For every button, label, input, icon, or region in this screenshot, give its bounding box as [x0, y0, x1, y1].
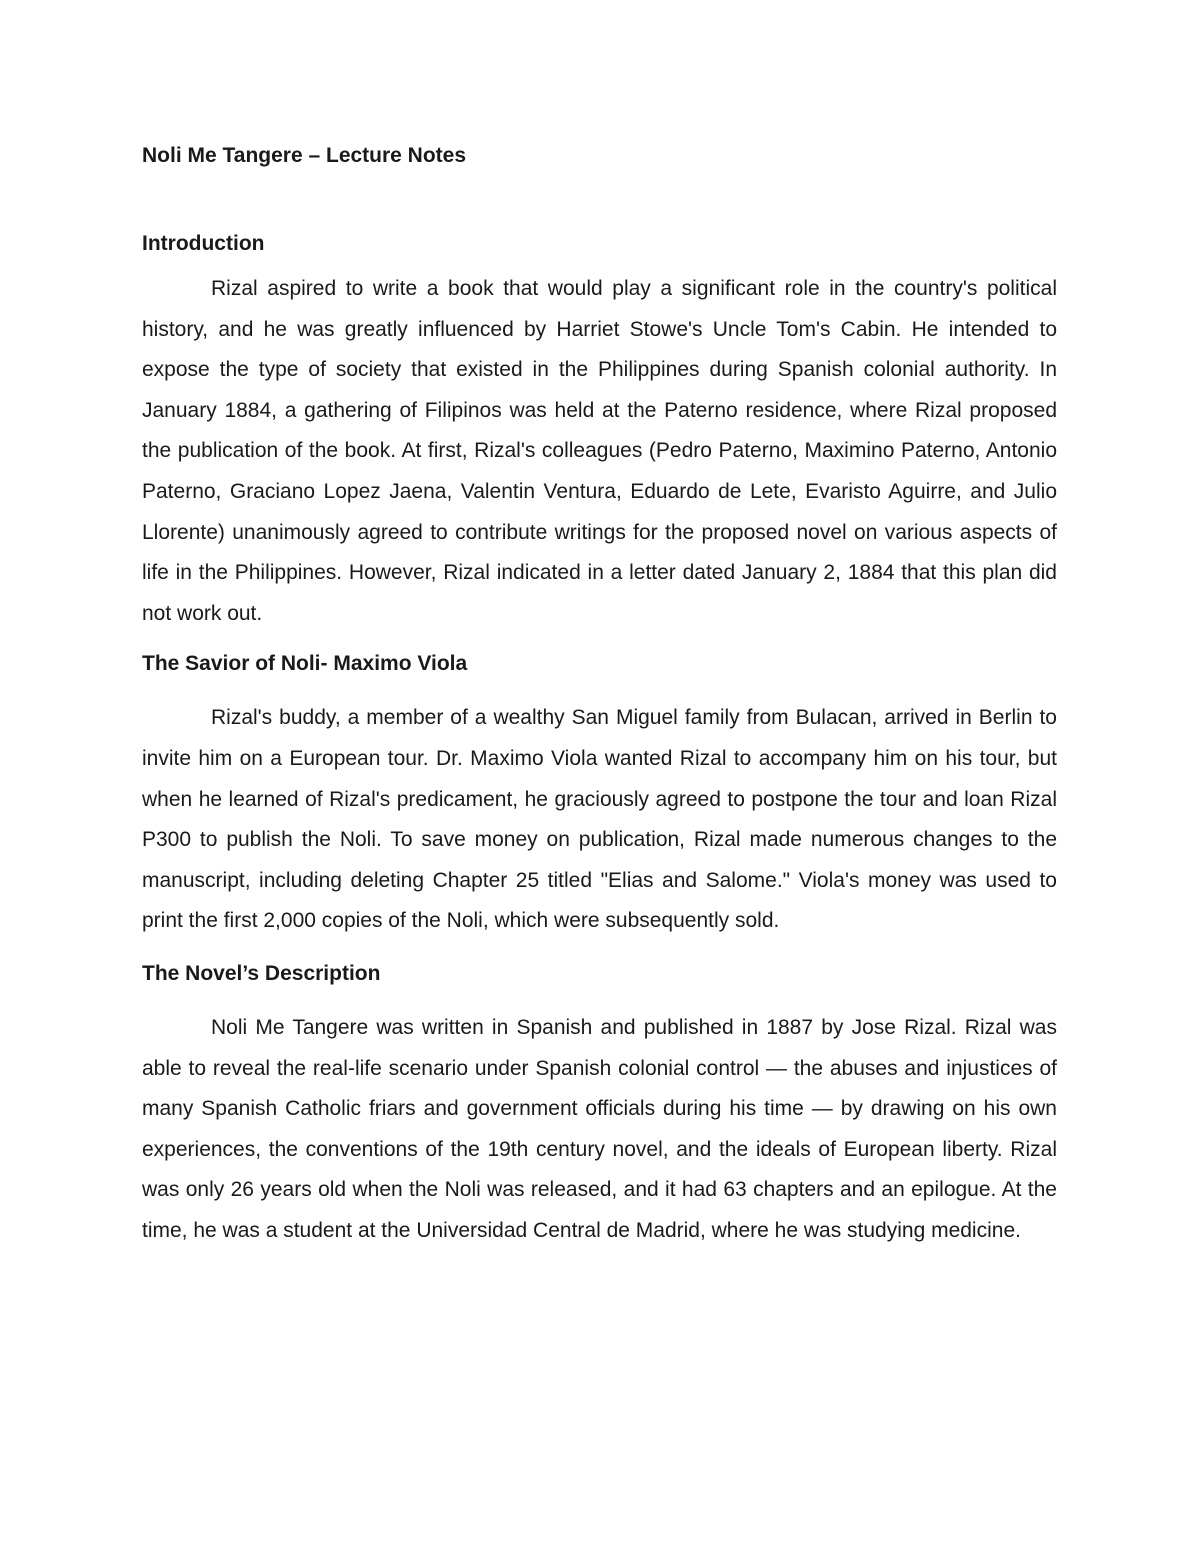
section-paragraph-introduction: Rizal aspired to write a book that would play a significant role in the country's political history, and he was greatly influenced by Harriet Stowe's Uncle Tom's Cabin. He intended to expose the type of society that existed in the Philippines during Spanish colonial authority. In January 1884, a gathering of Filipinos was held at the Paterno residence, where Rizal proposed the publication of the book. At first, Rizal's colleagues (Pedro Paterno, Maximino Paterno, Antonio Paterno, Graciano Lopez Jaena, Valentin Ventura, Eduardo de Lete, Evaristo Aguirre, and Julio Llorente) unanimously agreed to contribute writings for the proposed novel on various aspects of life in the Philippines. However, Rizal indicated in a letter dated January 2, 1884 that this plan did not work out. [142, 277, 1057, 625]
section-paragraph-savior-of-noli: Rizal's buddy, a member of a wealthy San Miguel family from Bulacan, arrived in Berlin to invite him on a European tour. Dr. Maximo Viola wanted Rizal to accompany him on his tour, but when he learned of Rizal's predicament, he graciously agreed to postpone the tour and loan Rizal P300 to publish the Noli. To save money on publication, Rizal made numerous changes to the manuscript, including deleting Chapter 25 titled "Elias and Salome." Viola's money was used to print the first 2,000 copies of the Noli, which were subsequently sold. [142, 706, 1057, 933]
section-paragraph-novel-description: Noli Me Tangere was written in Spanish and published in 1887 by Jose Rizal. Rizal was able to reveal the real-life scenario under Spanish colonial control — the abuses and injustices of many Spanish Catholic friars and government officials during his time — by drawing on his own experiences, the conventions of the 19th century novel, and the ideals of European liberty. Rizal was only 26 years old when the Noli was released, and it had 63 chapters and an epilogue. At the time, he was a student at the Universidad Central de Madrid, where he was studying medicine. [142, 1015, 1057, 1242]
section-heading-novel-description: The Novel’s Description [142, 961, 381, 985]
section-heading-introduction: Introduction [142, 232, 265, 255]
document-title: Noli Me Tangere – Lecture Notes [142, 144, 467, 167]
document-page [142, 138, 1057, 1251]
section-heading-savior-of-noli: The Savior of Noli- Maximo Viola [142, 652, 468, 676]
